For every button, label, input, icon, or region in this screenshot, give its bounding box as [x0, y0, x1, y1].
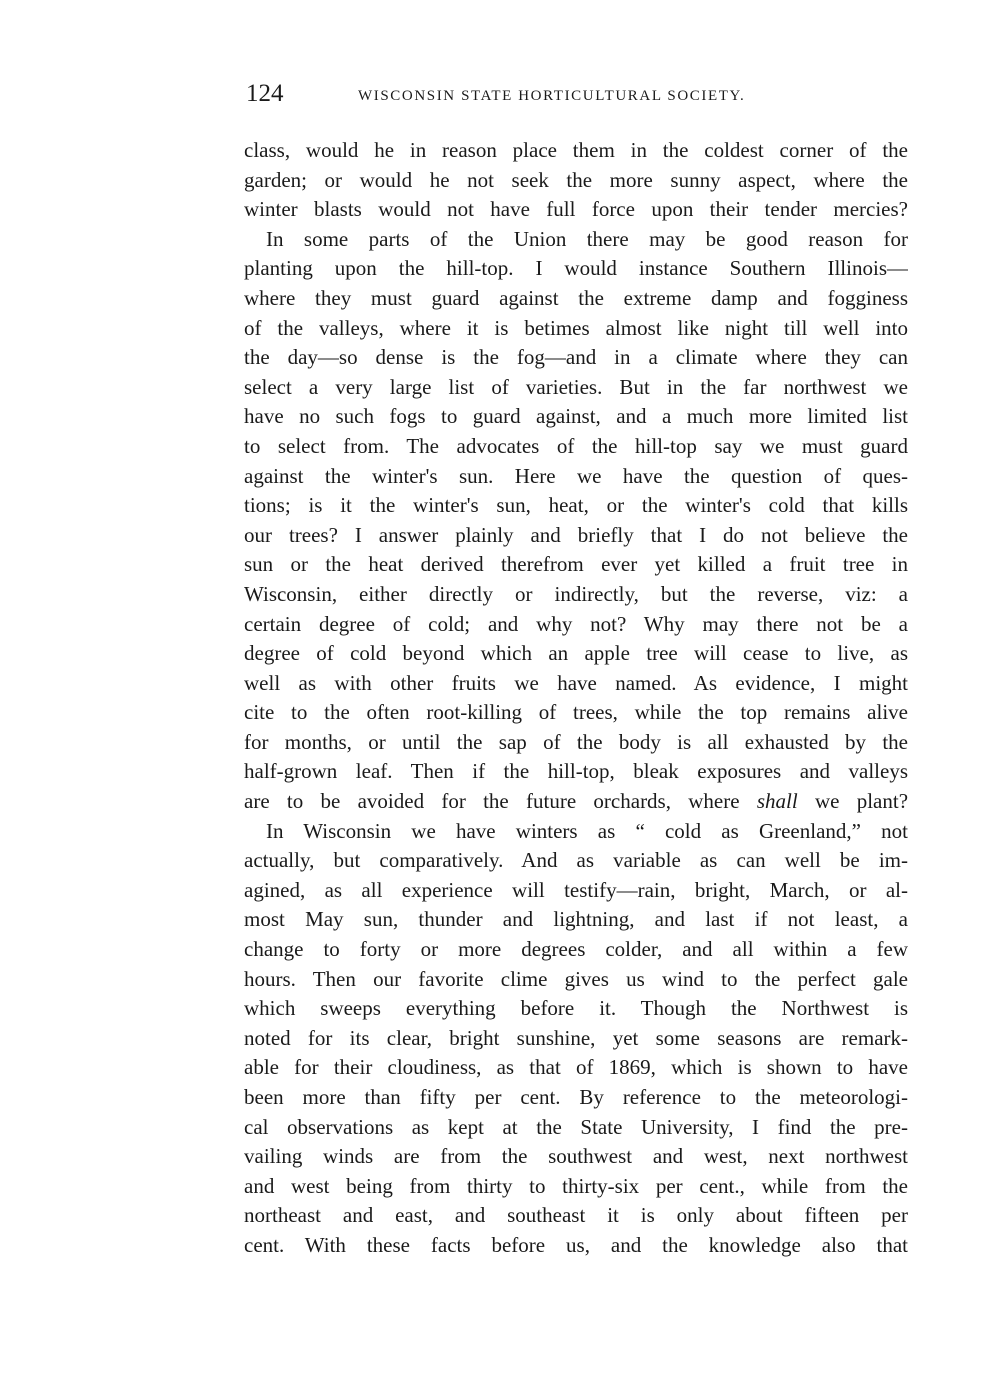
text-run: are to be avoided for the future orchards, where: [244, 789, 740, 814]
text-line: In some parts of the Union there may be good reason for: [266, 226, 908, 251]
text-line: cent. With these facts before us, and the knowledge also that: [244, 1232, 908, 1257]
text-line: actually, but comparatively. And as variable as can well be im-: [244, 848, 908, 873]
text-line: hours. Then our favorite clime gives us wind to the perfect gale: [244, 966, 908, 991]
text-run: we plant?: [814, 789, 908, 814]
text-line: the day—so dense is the fog—and in a climate where they can: [244, 345, 908, 370]
text-line: northeast and east, and southeast it is only about fifteen per: [244, 1203, 908, 1228]
text-line: half-grown leaf. Then if the hill-top, bleak exposures and valleys: [244, 759, 908, 784]
text-line: [244, 787, 908, 817]
text-line: vailing winds are from the southwest and west, next northwest: [244, 1144, 908, 1169]
text-line: have no such fogs to guard against, and a much more limited list: [244, 404, 908, 429]
text-line: of the valleys, where it is betimes almost like night till well into: [244, 315, 908, 340]
text-line: class, would he in reason place them in the coldest corner of the: [244, 138, 908, 162]
text-line: well as with other fruits we have named. As evidence, I might: [244, 670, 908, 695]
text-line: garden; or would he not seek the more sunny aspect, where the: [244, 167, 908, 192]
text-line: planting upon the hill-top. I would instance Southern Illinois—: [244, 256, 908, 281]
text-line: noted for its clear, bright sunshine, yet some seasons are remark-: [244, 1025, 908, 1050]
text-line: select a very large list of varieties. But in the far northwest we: [244, 374, 908, 399]
text-line: winter blasts would not have full force upon their tender mercies?: [244, 197, 908, 222]
text-line: which sweeps everything before it. Though the Northwest is: [244, 996, 908, 1021]
text-line: tions; is it the winter's sun, heat, or the winter's cold that kills: [244, 493, 908, 518]
text-line: cite to the often root-killing of trees, while the top remains alive: [244, 700, 908, 725]
page-header: [246, 80, 896, 110]
running-head: WISCONSIN STATE HORTICULTURAL SOCIETY.: [358, 88, 746, 104]
text-line: our trees? I answer plainly and briefly that I do not believe the: [244, 522, 908, 547]
text-line: In Wisconsin we have winters as “ cold as Greenland,” not: [266, 818, 908, 843]
text-line: been more than fifty per cent. By reference to the meteorologi-: [244, 1085, 908, 1109]
text-line: agined, as all experience will testify—rain, bright, March, or al-: [244, 877, 908, 902]
text-line: against the winter's sun. Here we have the question of ques-: [244, 463, 908, 488]
text-line: change to forty or more degrees colder, and all within a few: [244, 937, 908, 962]
text-line: able for their cloudiness, as that of 1869, which is shown to have: [244, 1055, 908, 1080]
text-line: sun or the heat derived therefrom ever yet killed a fruit tree in: [244, 552, 908, 577]
text-line: and west being from thirty to thirty-six per cent., while from the: [244, 1173, 908, 1198]
text-line: where they must guard against the extreme damp and fogginess: [244, 285, 908, 310]
body-text: [244, 136, 908, 1261]
text-line: degree of cold beyond which an apple tree will cease to live, as: [244, 641, 908, 666]
text-line: Wisconsin, either directly or indirectly, but the reverse, viz: a: [244, 581, 908, 606]
text-line: certain degree of cold; and why not? Why may there not be a: [244, 611, 908, 636]
text-line: to select from. The advocates of the hill-top say we must guard: [244, 433, 908, 458]
italic-text: shall: [756, 789, 798, 814]
page-number: 124: [246, 80, 284, 107]
text-line: most May sun, thunder and lightning, and last if not least, a: [244, 907, 908, 932]
text-line: for months, or until the sap of the body is all exhausted by the: [244, 729, 908, 754]
text-line: cal observations as kept at the State University, I find the pre-: [244, 1114, 908, 1139]
